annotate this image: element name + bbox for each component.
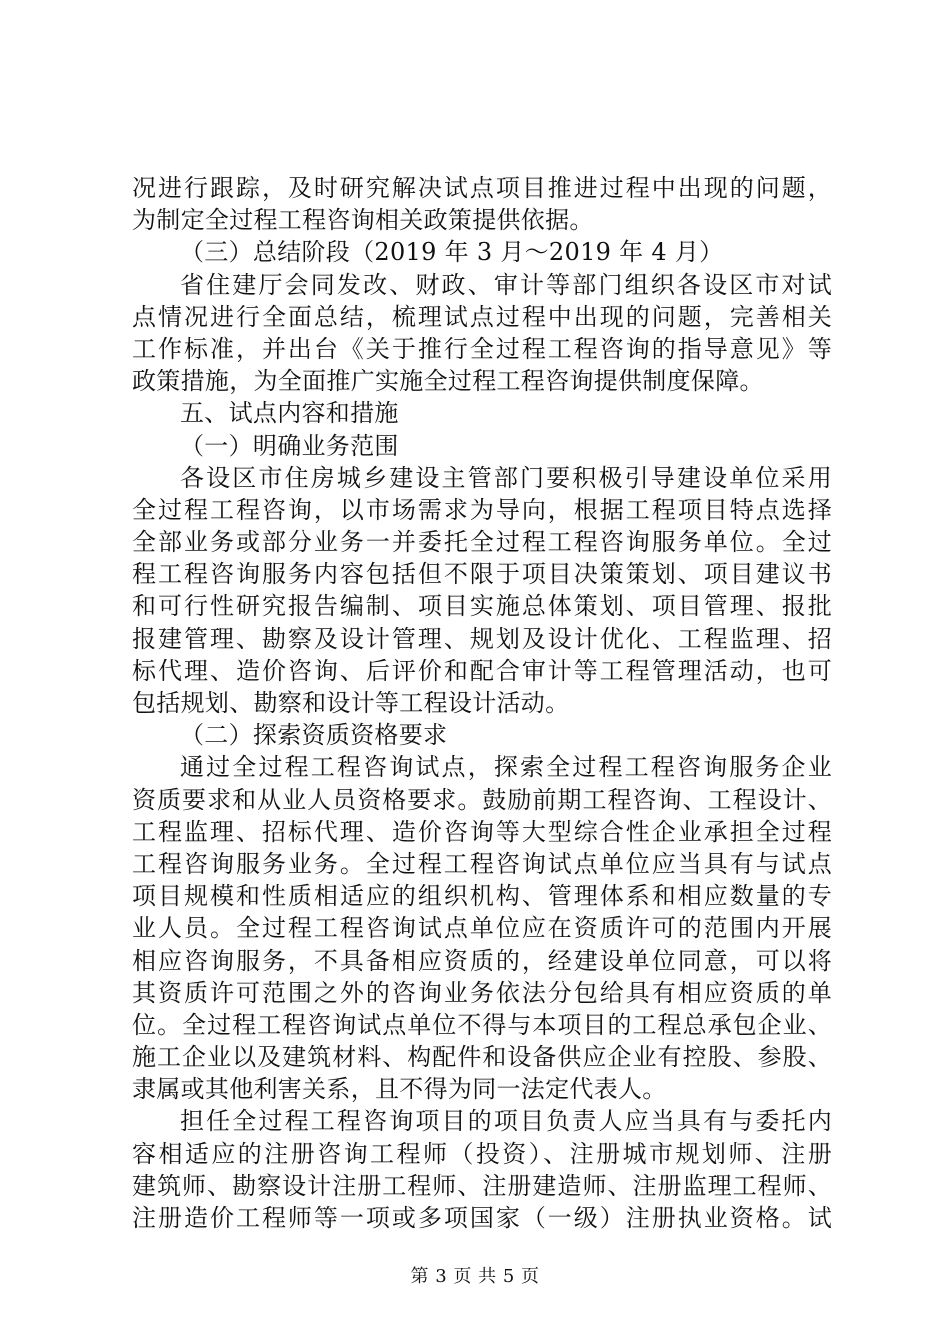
text-line: 点情况进行全面总结，梳理试点过程中出现的问题，完善相关 (132, 302, 832, 331)
page-number: 第 3 页 共 5 页 (410, 1266, 540, 1287)
text-line: 政策措施，为全面推广实施全过程工程咨询提供制度保障。 (132, 367, 764, 396)
text-line: 全过程工程咨询，以市场需求为导向，根据工程项目特点选择 (132, 495, 832, 524)
text-line: 工程咨询服务业务。全过程工程咨询试点单位应当具有与试点 (132, 849, 832, 878)
text-line: 标代理、造价咨询、后评价和配合审计等工程管理活动，也可 (132, 656, 832, 685)
text-line: 况进行跟踪，及时研究解决试点项目推进过程中出现的问题， (132, 174, 832, 202)
text-line: 其资质许可范围之外的咨询业务依法分包给具有相应资质的单 (132, 978, 832, 1007)
text-line: 建筑师、勘察设计注册工程师、注册建造师、注册监理工程师、 (132, 1171, 832, 1200)
text-line: 工程监理、招标代理、造价咨询等大型综合性企业承担全过程 (132, 817, 832, 846)
text-line: 各设区市住房城乡建设主管部门要积极引导建设单位采用 (180, 463, 832, 492)
text-line: 五、试点内容和措施 (180, 399, 399, 428)
text-line: （二）探索资质资格要求 (180, 721, 448, 750)
text-line: 相应咨询服务，不具备相应资质的，经建设单位同意，可以将 (132, 946, 832, 975)
text-line: （一）明确业务范围 (180, 431, 399, 460)
text-line: 项目规模和性质相适应的组织机构、管理体系和相应数量的专 (132, 882, 832, 911)
document-body (132, 172, 832, 1234)
text-line: 注册造价工程师等一项或多项国家（一级）注册执业资格。试 (132, 1204, 832, 1232)
text-line: （三）总结阶段（2019 年 3 月～2019 年 4 月） (180, 238, 724, 267)
text-line: 资质要求和从业人员资格要求。鼓励前期工程咨询、工程设计、 (132, 785, 832, 814)
text-line: 担任全过程工程咨询项目的项目负责人应当具有与委托内 (180, 1107, 832, 1136)
text-line: 施工企业以及建筑材料、构配件和设备供应企业有控股、参股、 (132, 1043, 832, 1072)
text-line: 业人员。全过程工程咨询试点单位应在资质许可的范围内开展 (132, 914, 832, 943)
text-line: 工作标准，并出台《关于推行全过程工程咨询的指导意见》等 (132, 334, 832, 363)
text-line: 全部业务或部分业务一并委托全过程工程咨询服务单位。全过 (132, 528, 832, 557)
text-line: 报建管理、勘察及设计管理、规划及设计优化、工程监理、招 (132, 624, 832, 653)
text-line: 位。全过程工程咨询试点单位不得与本项目的工程总承包企业、 (132, 1010, 832, 1039)
text-line: 省住建厅会同发改、财政、审计等部门组织各设区市对试 (180, 270, 832, 299)
text-line: 为制定全过程工程咨询相关政策提供依据。 (132, 206, 594, 235)
text-line: 程工程咨询服务内容包括但不限于项目决策策划、项目建议书 (132, 560, 832, 589)
text-line: 通过全过程工程咨询试点，探索全过程工程咨询服务企业 (180, 753, 832, 782)
page-footer (0, 1266, 950, 1288)
text-line: 包括规划、勘察和设计等工程设计活动。 (132, 689, 570, 717)
text-line: 容相适应的注册咨询工程师（投资）、注册城市规划师、注册 (132, 1139, 832, 1168)
text-line: 隶属或其他利害关系，且不得为同一法定代表人。 (132, 1075, 667, 1104)
text-line: 和可行性研究报告编制、项目实施总体策划、项目管理、报批 (132, 592, 832, 621)
